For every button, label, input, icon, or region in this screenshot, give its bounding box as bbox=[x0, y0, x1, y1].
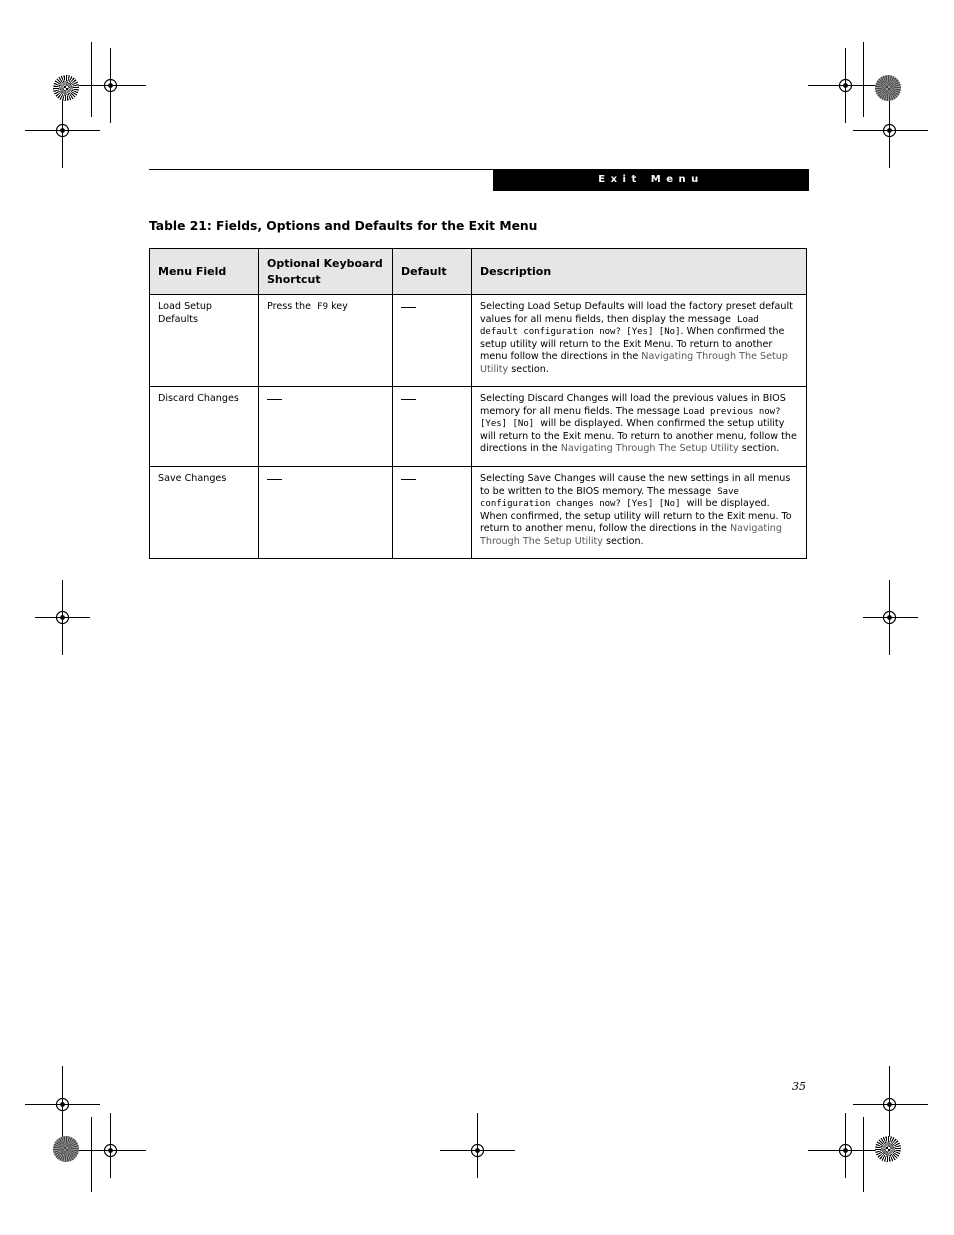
description-message: Load previous now? [Yes] [No] bbox=[480, 406, 781, 429]
table-row bbox=[150, 295, 807, 387]
description-text: section. bbox=[741, 443, 780, 454]
description-message: Load default configuration now? [Yes] [No] bbox=[480, 314, 759, 337]
registration-mark-icon bbox=[882, 1097, 897, 1112]
description-text: section. bbox=[606, 535, 644, 547]
menu-field-cell: Save Changes bbox=[150, 467, 259, 559]
starburst-target-icon bbox=[875, 1136, 901, 1162]
registration-mark-icon bbox=[882, 610, 897, 625]
description-text: will be displayed. When confirmed the setup utility will return to the Exit menu. To return to another menu, follow the directions in the bbox=[480, 418, 797, 454]
table-row bbox=[150, 467, 807, 559]
shortcut-dash bbox=[267, 399, 282, 400]
section-header-bar bbox=[493, 169, 809, 191]
header-rule bbox=[149, 169, 493, 170]
default-cell bbox=[393, 467, 472, 559]
description-cell bbox=[472, 467, 807, 559]
shortcut-cell bbox=[259, 467, 393, 559]
cross-reference-link[interactable]: Navigating Through The Setup Utility bbox=[560, 443, 739, 454]
starburst-target-icon bbox=[875, 75, 901, 101]
description-cell bbox=[472, 387, 807, 467]
shortcut-text: Press the bbox=[267, 301, 312, 312]
registration-mark-icon bbox=[882, 123, 897, 138]
shortcut-text: key bbox=[331, 301, 348, 312]
description-text: Selecting Load Setup Defaults will load the factory preset default values for all menu fields, then display the message bbox=[480, 301, 793, 325]
shortcut-cell bbox=[259, 387, 393, 467]
description-text: Selecting Save Changes will cause the new settings in all menus to be written to the BIOS memory. The message bbox=[480, 473, 791, 497]
registration-mark-icon bbox=[470, 1143, 485, 1158]
shortcut-key: F9 bbox=[317, 302, 328, 312]
registration-mark-icon bbox=[55, 1097, 70, 1112]
description-text: section. bbox=[511, 363, 549, 375]
column-header-shortcut: Optional Keyboard Shortcut bbox=[259, 249, 393, 295]
default-cell bbox=[393, 295, 472, 387]
column-header-menu-field: Menu Field bbox=[150, 249, 259, 295]
default-dash bbox=[401, 307, 416, 308]
column-header-description: Description bbox=[472, 249, 807, 295]
registration-mark-icon bbox=[103, 1143, 118, 1158]
table-header-row bbox=[150, 249, 807, 295]
starburst-target-icon bbox=[53, 75, 79, 101]
starburst-target-icon bbox=[53, 1136, 79, 1162]
column-header-default: Default bbox=[393, 249, 472, 295]
default-dash bbox=[401, 399, 416, 400]
registration-mark-icon bbox=[55, 123, 70, 138]
menu-field-cell: Load Setup Defaults bbox=[150, 295, 259, 387]
table-row bbox=[150, 387, 807, 467]
registration-mark-icon bbox=[838, 1143, 853, 1158]
default-dash bbox=[401, 479, 416, 480]
menu-field-cell: Discard Changes bbox=[150, 387, 259, 467]
description-cell bbox=[472, 295, 807, 387]
default-cell bbox=[393, 387, 472, 467]
table-caption: Table 21: Fields, Options and Defaults for the Exit Menu bbox=[149, 219, 538, 233]
shortcut-cell bbox=[259, 295, 393, 387]
page-number: 35 bbox=[792, 1080, 806, 1093]
section-title: Exit Menu bbox=[598, 174, 704, 185]
description-text: . When confirmed the setup utility will return to the Exit Menu. To return to another menu follow the directions in the bbox=[480, 326, 785, 362]
registration-mark-icon bbox=[103, 78, 118, 93]
registration-mark-icon bbox=[838, 78, 853, 93]
description-text: will be displayed. When confirmed, the setup utility will return to the Exit menu. To return to another menu, follow the directions in the bbox=[480, 498, 792, 534]
exit-menu-table bbox=[149, 248, 807, 559]
description-message: Save configuration changes now? [Yes] [No] bbox=[480, 486, 739, 509]
cross-reference-link[interactable]: Navigating Through The Setup Utility bbox=[480, 523, 782, 547]
shortcut-dash bbox=[267, 479, 282, 480]
cross-reference-link[interactable]: Navigating Through The Setup Utility bbox=[480, 351, 788, 375]
registration-mark-icon bbox=[55, 610, 70, 625]
description-text: Selecting Discard Changes will load the previous values in BIOS memory for all menu fields. The message bbox=[480, 393, 786, 417]
